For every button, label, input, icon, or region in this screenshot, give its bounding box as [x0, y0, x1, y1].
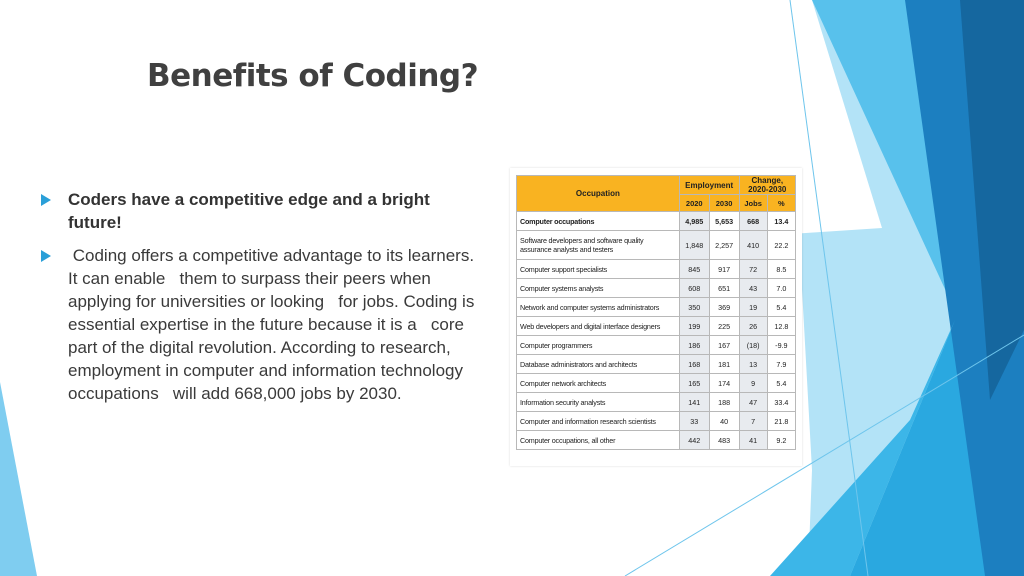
- table-row: [517, 431, 796, 450]
- cell-2020: 845: [679, 260, 709, 279]
- cell-jobs: 41: [739, 431, 767, 450]
- header-occupation: Occupation: [517, 176, 680, 212]
- cell-2030: 917: [709, 260, 739, 279]
- cell-2030: 2,257: [709, 231, 739, 260]
- cell-2020: 186: [679, 336, 709, 355]
- cell-jobs: 72: [739, 260, 767, 279]
- cell-jobs: 13: [739, 355, 767, 374]
- cell-jobs: 26: [739, 317, 767, 336]
- cell-pct: -9.9: [767, 336, 795, 355]
- cell-pct: 21.8: [767, 412, 795, 431]
- cell-2020: 141: [679, 393, 709, 412]
- cell-pct: 5.4: [767, 298, 795, 317]
- cell-pct: 5.4: [767, 374, 795, 393]
- table-row: [517, 412, 796, 431]
- cell-occupation: Network and computer systems administrators: [517, 298, 680, 317]
- cell-jobs: 47: [739, 393, 767, 412]
- left-accent-shape: [0, 382, 37, 576]
- table-row: [517, 298, 796, 317]
- cell-pct: 33.4: [767, 393, 795, 412]
- bullet-list: [38, 188, 478, 405]
- table-row: [517, 336, 796, 355]
- bullet-text: Coding offers a competitive advantage to its learners. It can enable them to surpass their peers when applying for universities or looking for jobs. Coding is essential expertise in the future because it is a core part of the digital revolution. According to research, employment in computer and information technology occupations will add 668,000 jobs by 2030.: [68, 246, 480, 403]
- cell-pct: 7.9: [767, 355, 795, 374]
- cell-2020: 168: [679, 355, 709, 374]
- table-row: [517, 231, 796, 260]
- header-2030: 2030: [709, 195, 739, 212]
- cell-occupation: Computer systems analysts: [517, 279, 680, 298]
- cell-jobs: 410: [739, 231, 767, 260]
- cell-occupation: Database administrators and architects: [517, 355, 680, 374]
- slide-title: Benefits of Coding?: [147, 58, 479, 94]
- cell-pct: 7.0: [767, 279, 795, 298]
- bullet-item: [38, 244, 478, 405]
- cell-2030: 167: [709, 336, 739, 355]
- cell-2020: 1,848: [679, 231, 709, 260]
- cell-2030: 651: [709, 279, 739, 298]
- cell-2030: 181: [709, 355, 739, 374]
- cell-occupation: Computer support specialists: [517, 260, 680, 279]
- cell-2030: 174: [709, 374, 739, 393]
- cell-2020: 165: [679, 374, 709, 393]
- cell-pct: 22.2: [767, 231, 795, 260]
- bullet-text: Coders have a competitive edge and a bright future!: [68, 190, 430, 232]
- employment-table: [516, 175, 796, 450]
- cell-2020: 350: [679, 298, 709, 317]
- table-row: [517, 355, 796, 374]
- bullet-item: [38, 188, 478, 234]
- header-change: Change, 2020-2030: [739, 176, 795, 195]
- header-employment: Employment: [679, 176, 739, 195]
- cell-pct: 13.4: [767, 212, 795, 231]
- cell-occupation: Computer occupations: [517, 212, 680, 231]
- cell-occupation: Computer occupations, all other: [517, 431, 680, 450]
- header-pct: %: [767, 195, 795, 212]
- table-row: [517, 212, 796, 231]
- cell-pct: 9.2: [767, 431, 795, 450]
- cell-2020: 199: [679, 317, 709, 336]
- cell-pct: 8.5: [767, 260, 795, 279]
- cell-jobs: (18): [739, 336, 767, 355]
- table-row: [517, 317, 796, 336]
- employment-table-image: [510, 168, 802, 466]
- triangle-bullet-icon: [41, 194, 51, 206]
- table-row: [517, 279, 796, 298]
- cell-pct: 12.8: [767, 317, 795, 336]
- cell-2020: 608: [679, 279, 709, 298]
- cell-2030: 188: [709, 393, 739, 412]
- triangle-bullet-icon: [41, 250, 51, 262]
- cell-jobs: 19: [739, 298, 767, 317]
- cell-occupation: Computer programmers: [517, 336, 680, 355]
- header-jobs: Jobs: [739, 195, 767, 212]
- cell-2030: 5,653: [709, 212, 739, 231]
- cell-jobs: 668: [739, 212, 767, 231]
- cell-occupation: Software developers and software quality assurance analysts and testers: [517, 231, 680, 260]
- cell-2020: 33: [679, 412, 709, 431]
- cell-occupation: Web developers and digital interface designers: [517, 317, 680, 336]
- cell-occupation: Information security analysts: [517, 393, 680, 412]
- table-row: [517, 260, 796, 279]
- cell-2030: 225: [709, 317, 739, 336]
- cell-occupation: Computer network architects: [517, 374, 680, 393]
- table-body: [517, 212, 796, 450]
- cell-2030: 40: [709, 412, 739, 431]
- cell-2030: 483: [709, 431, 739, 450]
- cell-2020: 4,985: [679, 212, 709, 231]
- cell-occupation: Computer and information research scientists: [517, 412, 680, 431]
- cell-jobs: 9: [739, 374, 767, 393]
- table-row: [517, 374, 796, 393]
- table-row: [517, 393, 796, 412]
- header-2020: 2020: [679, 195, 709, 212]
- cell-2030: 369: [709, 298, 739, 317]
- cell-jobs: 7: [739, 412, 767, 431]
- cell-2020: 442: [679, 431, 709, 450]
- cell-jobs: 43: [739, 279, 767, 298]
